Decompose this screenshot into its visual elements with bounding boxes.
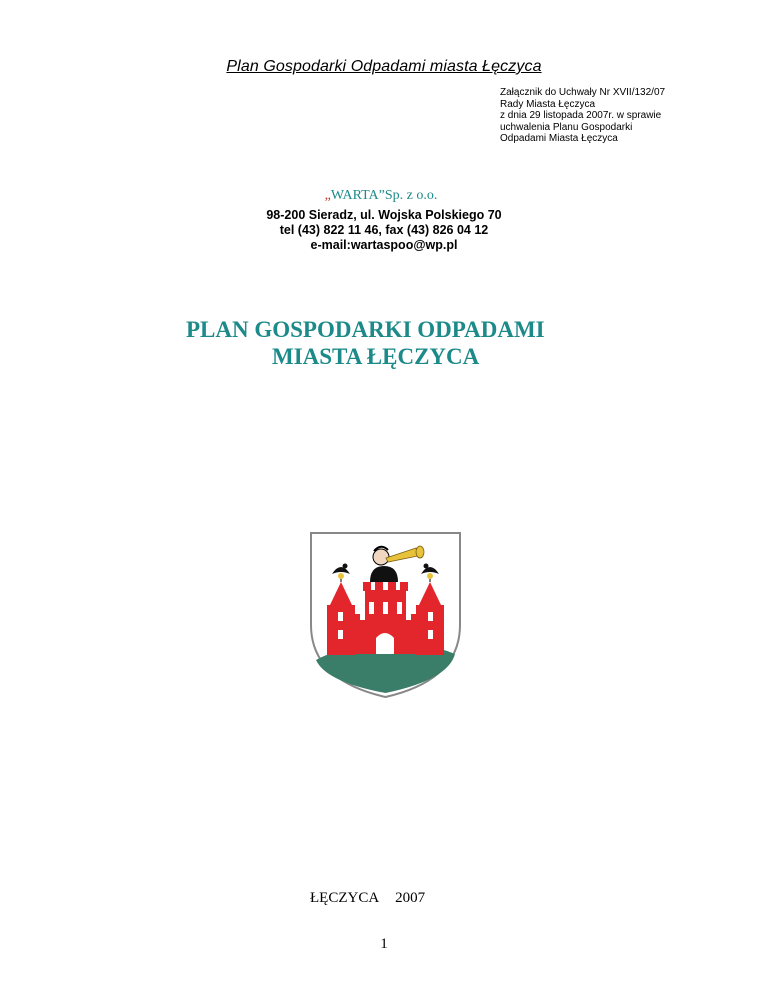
footer-place: ŁĘCZYCA bbox=[310, 890, 380, 906]
company-phone: tel (43) 822 11 46, fax (43) 826 04 12 bbox=[279, 223, 489, 237]
main-title-line1: PLAN GOSPODARKI ODPADAMI bbox=[186, 317, 545, 342]
attachment-note bbox=[500, 87, 665, 145]
coat-of-arms-emblem bbox=[308, 530, 463, 700]
attachment-line: Rady Miasta Łęczyca bbox=[500, 98, 596, 110]
central-tower bbox=[363, 582, 408, 654]
attachment-line: Załącznik do Uchwały Nr XVII/132/07 bbox=[500, 87, 666, 98]
attachment-line: z dnia 29 listopada 2007r. w sprawie bbox=[500, 110, 662, 121]
document-header-title: Plan Gospodarki Odpadami miasta Łęczyca bbox=[226, 58, 542, 75]
main-title bbox=[186, 316, 545, 370]
company-address: 98-200 Sieradz, ul. Wojska Polskiego 70 bbox=[266, 208, 502, 222]
company-email: e-mail:wartaspoo@wp.pl bbox=[310, 238, 458, 252]
company-name-text: WARTA”Sp. z o.o. bbox=[330, 188, 438, 203]
company-name bbox=[0, 188, 768, 204]
attachment-line: uchwalenia Planu Gospodarki bbox=[500, 121, 633, 133]
company-open-quote: „ bbox=[324, 188, 331, 203]
footer-year: 2007 bbox=[395, 890, 426, 906]
footer-place-date bbox=[310, 890, 425, 907]
company-info bbox=[0, 188, 768, 253]
main-title-line2: MIASTA ŁĘCZYCA bbox=[272, 344, 480, 369]
attachment-line: Odpadami Miasta Łęczyca bbox=[500, 133, 618, 144]
page-number: 1 bbox=[380, 936, 388, 952]
